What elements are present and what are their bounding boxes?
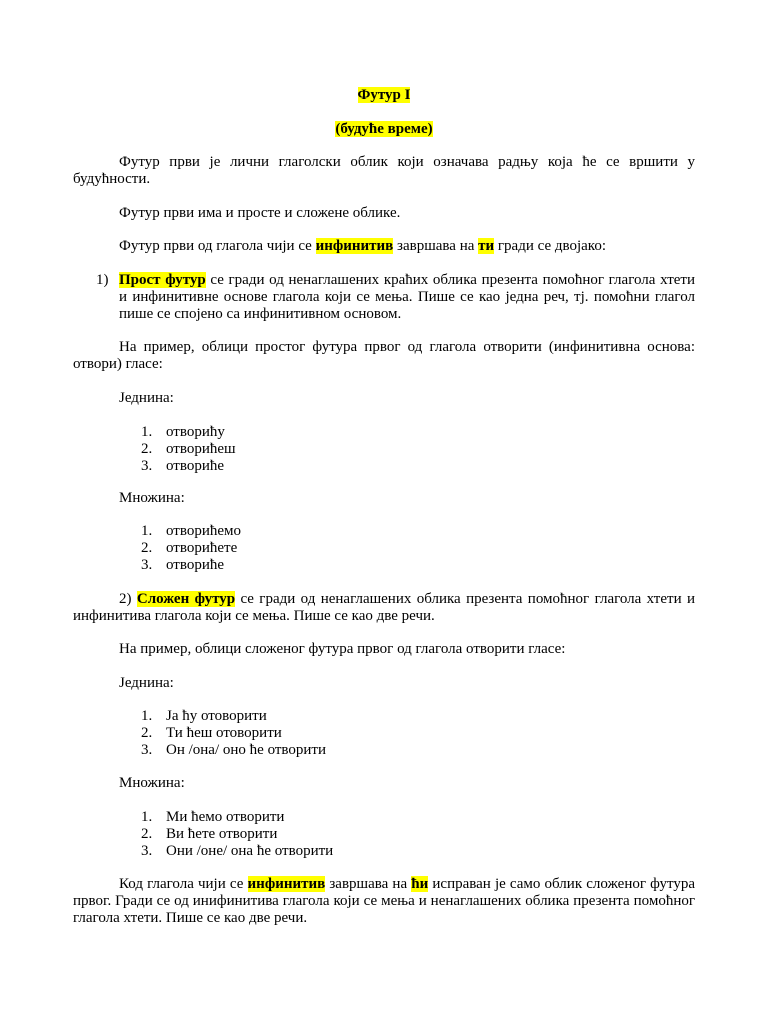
page-subtitle: (будуће време) (335, 121, 433, 137)
highlight-chi: ћи (411, 876, 429, 892)
list-item: 1. Ми ћемо отворити (141, 809, 285, 825)
highlight-infinitive: инфинитив (315, 238, 394, 254)
list-item: 3. отвориће (141, 557, 225, 573)
highlight-infinitive: инфинитив (247, 876, 326, 892)
highlight-ti: ти (478, 238, 495, 254)
list-item: 3. Они /оне/ она ће отворити (141, 843, 334, 859)
list-item: 1. отворићу (141, 424, 225, 440)
paragraph-forms: Футур први има и просте и сложене облике. (119, 205, 401, 221)
paragraph-compound-example: На пример, облици сложеног футура првог од глагола отворити гласе: (119, 641, 566, 657)
simple-singular-list (141, 424, 236, 475)
plural-label: Множина: (119, 490, 185, 506)
list-item: 2. Ти ћеш отоворити (141, 725, 282, 741)
page-title: Футур I (357, 87, 411, 103)
highlight-simple-future: Прост футур (119, 272, 206, 288)
singular-label: Једнина: (119, 675, 174, 691)
compound-singular-list (141, 708, 326, 759)
paragraph-definition: Футур први је лични глаголски облик који означава радњу која ће се вршити у будућности. (73, 154, 695, 187)
list-item: 2. Ви ћете отворити (141, 826, 278, 842)
compound-plural-list (141, 809, 333, 860)
paragraph-simple-example: На пример, облици простог футура првог од глагола отворити (инфинитивна основа: отвори) гласе: (73, 339, 695, 372)
item-simple-future: Прост футур се гради од ненаглашених краћих облика презента помоћног глагола хтети и инфинитивне основе глагола који се мења. Пише се као једна реч, тј. помоћни глагол пише се спојено са инфинитивном основом. (119, 272, 696, 322)
highlight-compound-future: Сложен футур (136, 591, 236, 607)
list-item: 3. отвориће (141, 458, 225, 474)
item-1-number: 1) (96, 272, 109, 288)
list-item: 2. отворићете (141, 540, 238, 556)
paragraph-chi-infinitive: Код глагола чији се инфинитив завршава на ћи исправан је само облик сложеног футура првог. Гради се од инифинитива глагола који се мења и ненаглашених облика презента помоћног глагола хтети. Пише се као две речи. (73, 876, 696, 926)
paragraph-formation: Футур први од глагола чији се инфинитив завршава на ти гради се двојако: (119, 238, 607, 254)
list-item: 1. отворићемо (141, 523, 242, 539)
singular-label: Једнина: (119, 390, 174, 406)
list-item: 1. Ја ћу отоворити (141, 708, 267, 724)
simple-plural-list (141, 523, 241, 574)
plural-label: Множина: (119, 775, 185, 791)
list-item: 2. отворићеш (141, 441, 236, 457)
list-item: 3. Он /она/ оно ће отворити (141, 742, 327, 758)
item-compound-future: 2) Сложен футур се гради од ненаглашених облика презента помоћног глагола хтети и инфинитива глагола који се мења. Пише се као две речи. (73, 591, 695, 624)
